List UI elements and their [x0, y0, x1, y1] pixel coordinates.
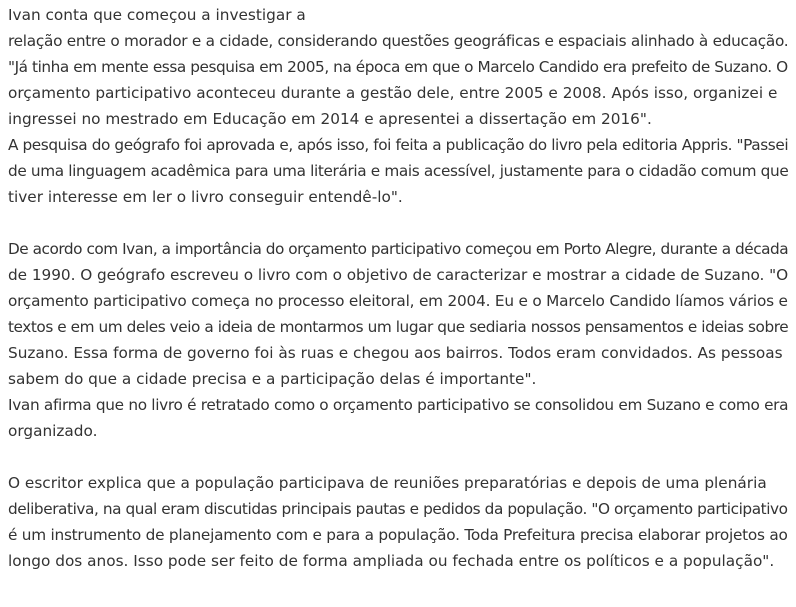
text-line: relação entre o morador e a cidade, considerando questões geográficas e espaciais alinhado à educação. [8, 32, 789, 50]
text-line: orçamento participativo aconteceu durante a gestão dele, entre 2005 e 2008. Após isso, organizei e [8, 84, 778, 102]
text-line: organizado. [8, 422, 98, 440]
text-line: de uma linguagem acadêmica para uma literária e mais acessível, justamente para o cidadão comum que [8, 162, 789, 180]
paragraph-block [8, 470, 788, 574]
text-line: Ivan conta que começou a investigar a [8, 6, 306, 24]
paragraph-block [8, 236, 788, 444]
paragraph-block [8, 2, 788, 210]
text-line: deliberativa, na qual eram discutidas principais pautas e pedidos da população. "O orçamento participativo [8, 500, 788, 518]
text-line: ingressei no mestrado em Educação em 2014 e apresentei a dissertação em 2016". [8, 110, 652, 128]
text-line: A pesquisa do geógrafo foi aprovada e, após isso, foi feita a publicação do livro pela editoria Appris. "Passei [8, 136, 789, 154]
text-line: "Já tinha em mente essa pesquisa em 2005, na época em que o Marcelo Candido era prefeito de Suzano. O [8, 58, 788, 76]
text-line: Ivan afirma que no livro é retratado como o orçamento participativo se consolidou em Suzano e como era [8, 396, 789, 414]
text-line: De acordo com Ivan, a importância do orçamento participativo começou em Porto Alegre, durante a década [8, 240, 789, 258]
text-line: textos e em um deles veio a ideia de montarmos um lugar que sediaria nossos pensamentos e ideias sobre [8, 318, 789, 336]
text-line: orçamento participativo começa no processo eleitoral, em 2004. Eu e o Marcelo Candido líamos vários e [8, 292, 788, 310]
text-line: Suzano. Essa forma de governo foi às ruas e chegou aos bairros. Todos eram convidados. As pessoas [8, 344, 783, 362]
text-line: sabem do que a cidade precisa e a participação delas é importante". [8, 370, 537, 388]
text-line: é um instrumento de planejamento com e para a população. Toda Prefeitura precisa elaborar projetos ao [8, 526, 788, 544]
text-line: O escritor explica que a população participava de reuniões preparatórias e depois de uma plenária [8, 474, 767, 492]
text-line: de 1990. O geógrafo escreveu o livro com o objetivo de caracterizar e mostrar a cidade de Suzano. "O [8, 266, 789, 284]
text-line: longo dos anos. Isso pode ser feito de forma ampliada ou fechada entre os políticos e a população". [8, 552, 775, 570]
text-line: tiver interesse em ler o livro conseguir entendê-lo". [8, 188, 403, 206]
